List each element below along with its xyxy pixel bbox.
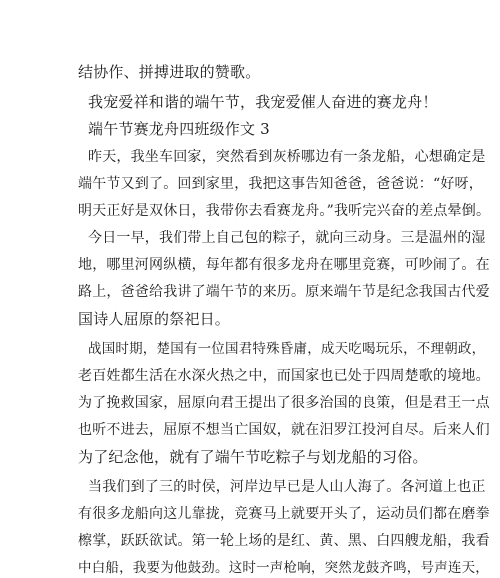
text-line: 也听不进去，屈原不想当亡国奴，就在汨罗江投河自尽。后来人们 bbox=[78, 422, 490, 438]
text-line: 路上，爸爸给我讲了端午节的来历。原来端午节是纪念我国古代爱 bbox=[78, 284, 490, 300]
text-line: 今日一早，我们带上自己包的粽子，就向三动身。三是温州的湿 bbox=[88, 230, 486, 246]
text-line: 昨天，我坐车回家，突然看到灰桥哪边有一条龙船，心想确定是 bbox=[88, 149, 486, 165]
text-line: 我宠爱祥和谐的端午节，我宠爱催人奋进的赛龙舟！ bbox=[88, 93, 438, 111]
text-line: 老百姓都生活在水深火热之中，而国家也已处于四周楚歌的境地。 bbox=[78, 368, 490, 384]
text-line: 中白船，我要为他鼓劲。这时一声枪响，突然龙鼓齐鸣，号声连天， bbox=[78, 560, 489, 576]
text-line: 明天正好是双休日，我带你去看赛龙舟。”我听完兴奋的差点晕倒。 bbox=[78, 203, 491, 219]
text-line: 地，哪里河网纵横，每年都有很多龙舟在哪里竞赛，可吵闹了。在 bbox=[78, 257, 490, 273]
text-line: 战国时期，楚国有一位国君特殊昏庸，成天吃喝玩乐，不理朝政， bbox=[88, 341, 486, 357]
text-line: 有很多龙船向这儿靠拢，竞赛马上就要开头了，运动员们都在磨拳 bbox=[78, 506, 490, 522]
text-line: 国诗人屈原的祭祀日。 bbox=[78, 310, 231, 328]
text-line: 端午节又到了。回到家里，我把这事告知爸爸，爸爸说：“好呀， bbox=[78, 176, 483, 192]
text-line: 当我们到了三的时侯，河岸边早已是人山人海了。各河道上也正 bbox=[88, 479, 486, 495]
text-line: 结协作、拼搏进取的赞歌。 bbox=[78, 63, 261, 81]
text-line: 为了挽救国家，屈原向君王提出了很多治国的良策，但是君王一点 bbox=[78, 395, 490, 411]
text-line: 为了纪念他，就有了端午节吃粽子与划龙船的习俗。 bbox=[78, 448, 428, 466]
text-line: 檫掌，跃跃欲试。第一轮上场的是红、黄、黑、白四艘龙船，我看 bbox=[78, 533, 490, 549]
section-title: 端午节赛龙舟四班级作文 3 bbox=[88, 120, 270, 138]
